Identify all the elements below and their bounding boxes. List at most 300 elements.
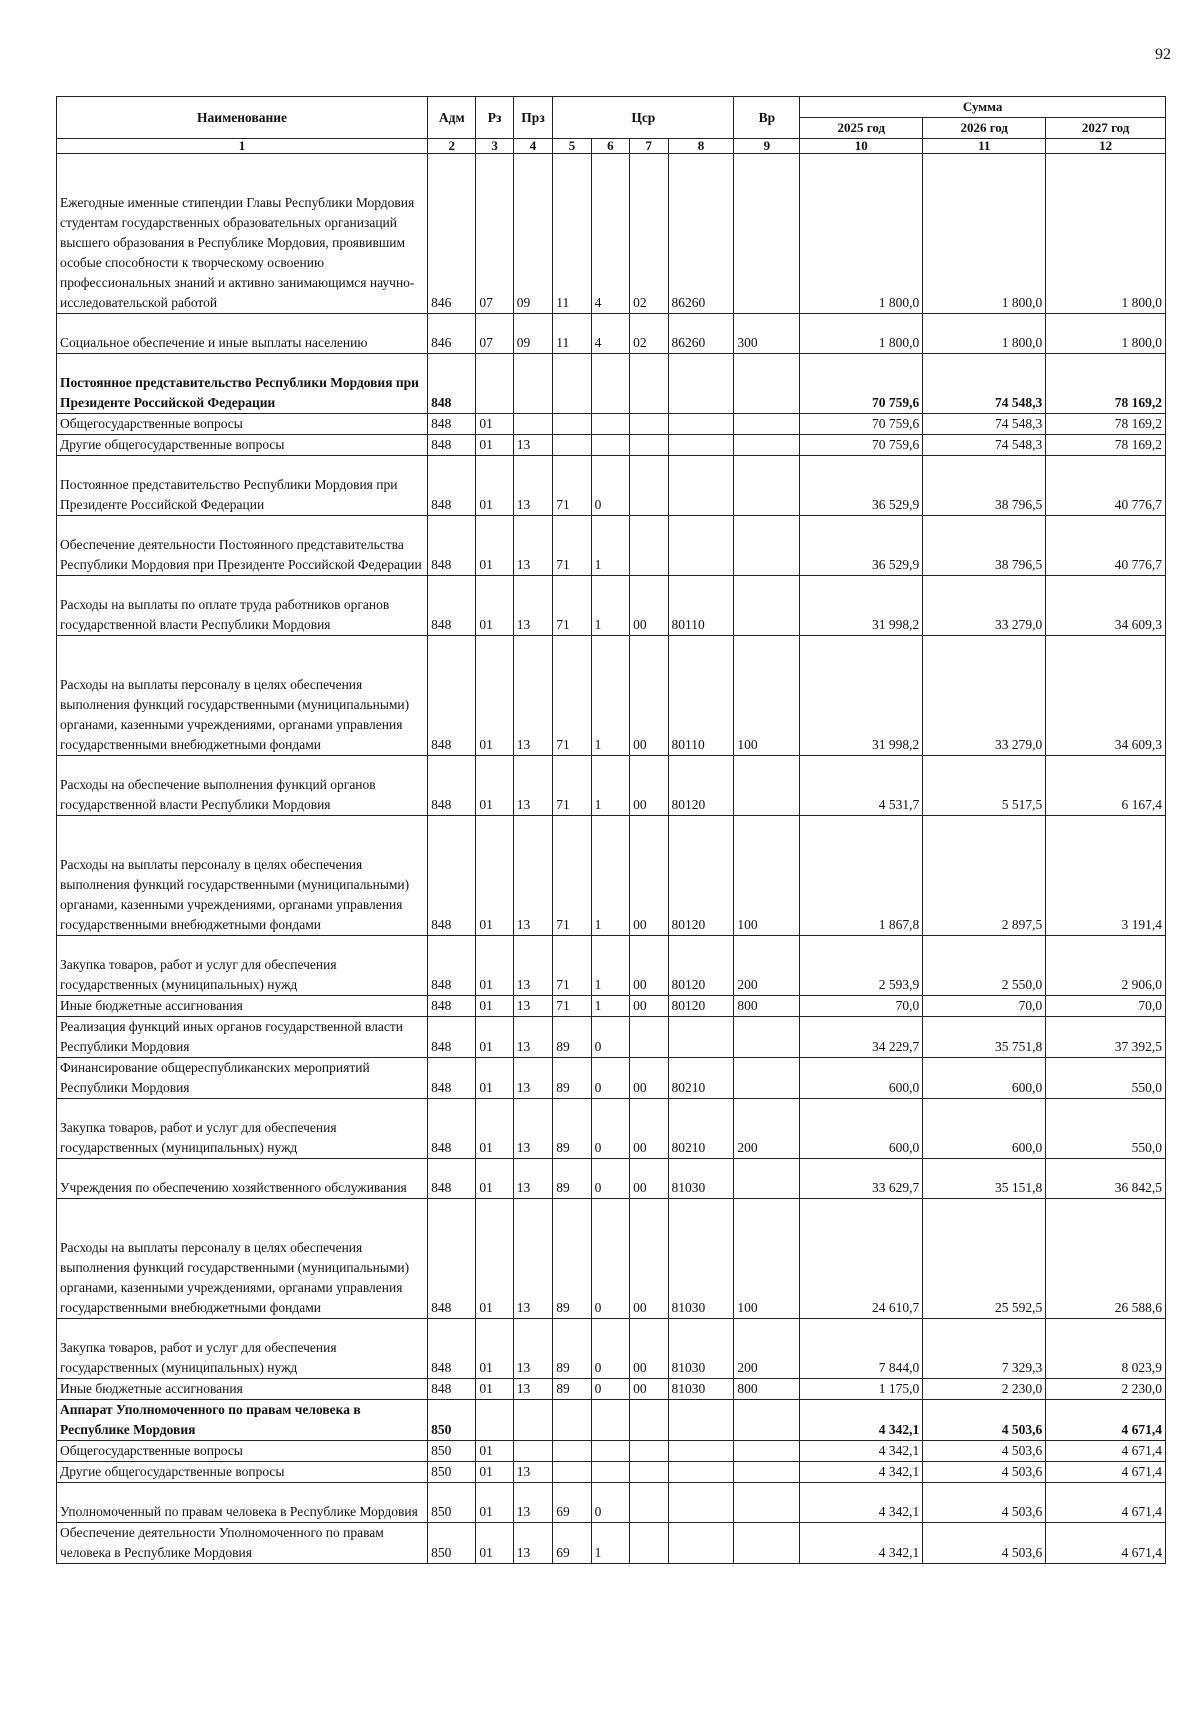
row-csr-6: 1 [591, 816, 629, 936]
row-csr-7: 00 [630, 1319, 668, 1379]
row-vr [734, 154, 800, 314]
row-sum-2027: 40 776,7 [1046, 456, 1166, 516]
header-year-2027: 2027 год [1046, 118, 1166, 139]
row-csr-8: 80110 [668, 636, 734, 756]
header-adm: Адм [428, 97, 476, 139]
table-row [57, 756, 1166, 816]
row-sum-2025: 600,0 [800, 1099, 923, 1159]
header-name: Наименование [57, 97, 428, 139]
row-vr [734, 1017, 800, 1058]
row-rz: 01 [476, 1058, 513, 1099]
row-adm: 848 [428, 1099, 476, 1159]
column-number: 12 [1046, 139, 1166, 154]
row-csr-6: 1 [591, 996, 629, 1017]
row-prz: 13 [513, 1159, 553, 1199]
row-prz [513, 1400, 553, 1441]
row-prz [513, 354, 553, 414]
row-sum-2025: 36 529,9 [800, 516, 923, 576]
row-sum-2027: 8 023,9 [1046, 1319, 1166, 1379]
row-prz: 13 [513, 1199, 553, 1319]
row-csr-5: 89 [553, 1017, 591, 1058]
row-name: Другие общегосударственные вопросы [57, 1462, 428, 1483]
row-name: Обеспечение деятельности Постоянного представительства Республики Мордовия при Президенте Российской Федерации [57, 516, 428, 576]
row-csr-7 [630, 1483, 668, 1523]
row-sum-2025: 600,0 [800, 1058, 923, 1099]
row-csr-6: 0 [591, 456, 629, 516]
row-name: Иные бюджетные ассигнования [57, 996, 428, 1017]
row-csr-7 [630, 456, 668, 516]
row-sum-2026: 74 548,3 [923, 435, 1046, 456]
row-sum-2025: 1 800,0 [800, 314, 923, 354]
row-csr-6: 0 [591, 1058, 629, 1099]
row-csr-8: 81030 [668, 1199, 734, 1319]
row-sum-2025: 24 610,7 [800, 1199, 923, 1319]
row-sum-2025: 34 229,7 [800, 1017, 923, 1058]
row-csr-5: 71 [553, 516, 591, 576]
row-csr-5 [553, 354, 591, 414]
column-number: 8 [668, 139, 734, 154]
row-csr-8 [668, 1462, 734, 1483]
row-csr-7: 00 [630, 1058, 668, 1099]
row-csr-8: 86260 [668, 314, 734, 354]
row-csr-7 [630, 414, 668, 435]
row-sum-2026: 600,0 [923, 1099, 1046, 1159]
row-sum-2025: 70 759,6 [800, 414, 923, 435]
row-sum-2026: 2 897,5 [923, 816, 1046, 936]
row-sum-2025: 1 175,0 [800, 1379, 923, 1400]
table-row [57, 314, 1166, 354]
row-prz: 09 [513, 154, 553, 314]
row-sum-2026: 5 517,5 [923, 756, 1046, 816]
table-row [57, 1099, 1166, 1159]
row-rz: 01 [476, 1159, 513, 1199]
row-sum-2025: 1 800,0 [800, 154, 923, 314]
row-sum-2026: 33 279,0 [923, 576, 1046, 636]
row-csr-8 [668, 1441, 734, 1462]
row-rz: 01 [476, 1319, 513, 1379]
table-header [57, 97, 1166, 154]
row-csr-7 [630, 1441, 668, 1462]
row-csr-8: 81030 [668, 1319, 734, 1379]
table-row [57, 456, 1166, 516]
row-rz: 01 [476, 936, 513, 996]
row-vr [734, 576, 800, 636]
row-csr-6: 0 [591, 1099, 629, 1159]
table-row [57, 1483, 1166, 1523]
row-rz: 01 [476, 756, 513, 816]
row-prz: 13 [513, 456, 553, 516]
row-adm: 848 [428, 414, 476, 435]
row-rz: 01 [476, 816, 513, 936]
row-sum-2026: 4 503,6 [923, 1400, 1046, 1441]
column-number: 5 [553, 139, 591, 154]
row-sum-2025: 4 342,1 [800, 1483, 923, 1523]
row-csr-7: 00 [630, 1159, 668, 1199]
row-csr-6: 1 [591, 636, 629, 756]
table-row [57, 1400, 1166, 1441]
row-rz: 01 [476, 636, 513, 756]
row-sum-2027: 550,0 [1046, 1058, 1166, 1099]
row-prz: 13 [513, 996, 553, 1017]
row-sum-2025: 70 759,6 [800, 354, 923, 414]
row-csr-7 [630, 354, 668, 414]
page-number: 92 [1155, 46, 1171, 63]
row-sum-2025: 4 342,1 [800, 1400, 923, 1441]
table-row [57, 154, 1166, 314]
row-adm: 848 [428, 435, 476, 456]
row-prz: 13 [513, 816, 553, 936]
header-year-2026: 2026 год [923, 118, 1046, 139]
row-sum-2027: 3 191,4 [1046, 816, 1166, 936]
row-rz: 01 [476, 435, 513, 456]
row-csr-5: 69 [553, 1483, 591, 1523]
row-vr [734, 1441, 800, 1462]
row-prz [513, 1441, 553, 1462]
table-row [57, 576, 1166, 636]
row-vr: 200 [734, 1099, 800, 1159]
row-name: Постоянное представительство Республики Мордовия при Президенте Российской Федерации [57, 456, 428, 516]
row-prz: 13 [513, 576, 553, 636]
row-prz: 13 [513, 1462, 553, 1483]
row-vr [734, 1483, 800, 1523]
table-row [57, 414, 1166, 435]
row-rz: 01 [476, 996, 513, 1017]
table-row [57, 1441, 1166, 1462]
table-row [57, 1159, 1166, 1199]
column-number: 10 [800, 139, 923, 154]
row-sum-2027: 37 392,5 [1046, 1017, 1166, 1058]
table-row [57, 1058, 1166, 1099]
row-sum-2027: 34 609,3 [1046, 636, 1166, 756]
row-adm: 848 [428, 576, 476, 636]
row-vr [734, 1400, 800, 1441]
row-prz: 13 [513, 1058, 553, 1099]
row-csr-5 [553, 1462, 591, 1483]
row-rz: 07 [476, 314, 513, 354]
row-sum-2027: 2 906,0 [1046, 936, 1166, 996]
row-prz: 13 [513, 636, 553, 756]
row-csr-7: 00 [630, 936, 668, 996]
row-csr-5 [553, 1400, 591, 1441]
row-vr [734, 1462, 800, 1483]
row-sum-2025: 4 342,1 [800, 1523, 923, 1564]
row-sum-2026: 2 550,0 [923, 936, 1046, 996]
row-csr-7: 00 [630, 1199, 668, 1319]
row-csr-7: 00 [630, 756, 668, 816]
row-adm: 848 [428, 516, 476, 576]
row-csr-8: 80120 [668, 996, 734, 1017]
row-sum-2026: 7 329,3 [923, 1319, 1046, 1379]
row-sum-2026: 33 279,0 [923, 636, 1046, 756]
row-sum-2025: 31 998,2 [800, 636, 923, 756]
row-name: Общегосударственные вопросы [57, 1441, 428, 1462]
table-row [57, 435, 1166, 456]
row-sum-2025: 4 342,1 [800, 1462, 923, 1483]
row-rz: 01 [476, 576, 513, 636]
column-number: 11 [923, 139, 1046, 154]
row-rz: 01 [476, 1379, 513, 1400]
column-number: 9 [734, 139, 800, 154]
row-csr-5: 71 [553, 756, 591, 816]
row-adm: 848 [428, 936, 476, 996]
row-vr: 800 [734, 996, 800, 1017]
row-csr-7 [630, 516, 668, 576]
row-adm: 846 [428, 314, 476, 354]
row-sum-2027: 4 671,4 [1046, 1400, 1166, 1441]
row-adm: 850 [428, 1483, 476, 1523]
row-csr-6: 0 [591, 1159, 629, 1199]
row-csr-6: 4 [591, 314, 629, 354]
row-prz [513, 414, 553, 435]
row-csr-5 [553, 1441, 591, 1462]
row-sum-2027: 2 230,0 [1046, 1379, 1166, 1400]
row-name: Расходы на обеспечение выполнения функций органов государственной власти Республики Мордовия [57, 756, 428, 816]
row-csr-6: 1 [591, 1523, 629, 1564]
row-csr-5: 71 [553, 636, 591, 756]
header-prz: Прз [513, 97, 553, 139]
row-sum-2026: 1 800,0 [923, 314, 1046, 354]
row-csr-8 [668, 1483, 734, 1523]
row-sum-2025: 70 759,6 [800, 435, 923, 456]
row-adm: 848 [428, 456, 476, 516]
row-csr-6: 1 [591, 936, 629, 996]
row-rz: 01 [476, 1462, 513, 1483]
row-csr-5: 11 [553, 314, 591, 354]
row-sum-2027: 550,0 [1046, 1099, 1166, 1159]
row-csr-5: 89 [553, 1099, 591, 1159]
row-csr-8: 81030 [668, 1159, 734, 1199]
row-vr: 800 [734, 1379, 800, 1400]
row-name: Расходы на выплаты по оплате труда работников органов государственной власти Республики Мордовия [57, 576, 428, 636]
row-csr-5 [553, 414, 591, 435]
row-rz: 01 [476, 1483, 513, 1523]
column-number: 2 [428, 139, 476, 154]
row-csr-6: 1 [591, 576, 629, 636]
row-adm: 846 [428, 154, 476, 314]
row-name: Общегосударственные вопросы [57, 414, 428, 435]
row-sum-2027: 26 588,6 [1046, 1199, 1166, 1319]
row-csr-5: 71 [553, 456, 591, 516]
row-vr: 200 [734, 936, 800, 996]
row-csr-5: 89 [553, 1319, 591, 1379]
row-name: Финансирование общереспубликанских мероприятий Республики Мордовия [57, 1058, 428, 1099]
row-name: Учреждения по обеспечению хозяйственного обслуживания [57, 1159, 428, 1199]
row-rz [476, 1400, 513, 1441]
row-csr-8: 80120 [668, 756, 734, 816]
row-adm: 848 [428, 1017, 476, 1058]
row-csr-5: 71 [553, 936, 591, 996]
row-name: Иные бюджетные ассигнования [57, 1379, 428, 1400]
row-csr-7 [630, 1462, 668, 1483]
row-sum-2025: 4 342,1 [800, 1441, 923, 1462]
row-name: Ежегодные именные стипендии Главы Республики Мордовия студентам государственных образовательных организаций высшего образования в Республике Мордовия, проявившим особые способности к творческому освоению профессиональных знаний и активно занимающимся научно-исследовательской работой [57, 154, 428, 314]
row-rz: 01 [476, 456, 513, 516]
row-csr-6 [591, 1400, 629, 1441]
row-sum-2027: 78 169,2 [1046, 435, 1166, 456]
row-sum-2026: 4 503,6 [923, 1462, 1046, 1483]
row-csr-7: 00 [630, 1379, 668, 1400]
row-vr: 100 [734, 816, 800, 936]
table-row [57, 996, 1166, 1017]
row-sum-2027: 78 169,2 [1046, 354, 1166, 414]
row-name: Другие общегосударственные вопросы [57, 435, 428, 456]
row-adm: 848 [428, 636, 476, 756]
row-sum-2027: 36 842,5 [1046, 1159, 1166, 1199]
row-csr-5: 71 [553, 576, 591, 636]
header-csr: Цср [553, 97, 734, 139]
row-sum-2026: 38 796,5 [923, 516, 1046, 576]
row-sum-2027: 4 671,4 [1046, 1523, 1166, 1564]
row-adm: 850 [428, 1523, 476, 1564]
row-rz: 01 [476, 516, 513, 576]
row-vr [734, 1523, 800, 1564]
header-year-2025: 2025 год [800, 118, 923, 139]
column-number: 7 [630, 139, 668, 154]
row-sum-2027: 1 800,0 [1046, 314, 1166, 354]
row-csr-8: 86260 [668, 154, 734, 314]
row-sum-2026: 4 503,6 [923, 1483, 1046, 1523]
row-sum-2027: 1 800,0 [1046, 154, 1166, 314]
row-sum-2025: 31 998,2 [800, 576, 923, 636]
row-vr [734, 1058, 800, 1099]
row-csr-6 [591, 435, 629, 456]
row-csr-7 [630, 1523, 668, 1564]
column-number: 1 [57, 139, 428, 154]
table-row [57, 1319, 1166, 1379]
row-csr-6: 0 [591, 1319, 629, 1379]
row-csr-5: 71 [553, 816, 591, 936]
header-sum: Сумма [800, 97, 1166, 118]
row-rz: 07 [476, 154, 513, 314]
row-csr-8: 81030 [668, 1379, 734, 1400]
row-adm: 848 [428, 996, 476, 1017]
row-csr-8: 80120 [668, 816, 734, 936]
table-row [57, 1199, 1166, 1319]
row-sum-2027: 6 167,4 [1046, 756, 1166, 816]
row-sum-2027: 4 671,4 [1046, 1483, 1166, 1523]
row-prz: 13 [513, 1099, 553, 1159]
row-sum-2026: 4 503,6 [923, 1523, 1046, 1564]
row-csr-7: 02 [630, 154, 668, 314]
row-name: Постоянное представительство Республики Мордовия при Президенте Российской Федерации [57, 354, 428, 414]
row-csr-7 [630, 1017, 668, 1058]
row-sum-2025: 4 531,7 [800, 756, 923, 816]
column-number: 3 [476, 139, 513, 154]
row-csr-5 [553, 435, 591, 456]
row-csr-7: 00 [630, 576, 668, 636]
row-csr-5: 89 [553, 1058, 591, 1099]
row-sum-2027: 78 169,2 [1046, 414, 1166, 435]
row-csr-8 [668, 354, 734, 414]
row-csr-6: 4 [591, 154, 629, 314]
row-name: Закупка товаров, работ и услуг для обеспечения государственных (муниципальных) нужд [57, 936, 428, 996]
row-adm: 848 [428, 756, 476, 816]
table-row [57, 1379, 1166, 1400]
row-sum-2027: 70,0 [1046, 996, 1166, 1017]
row-csr-8 [668, 1400, 734, 1441]
row-sum-2026: 2 230,0 [923, 1379, 1046, 1400]
row-csr-7 [630, 1400, 668, 1441]
row-adm: 848 [428, 354, 476, 414]
row-sum-2025: 2 593,9 [800, 936, 923, 996]
table-row [57, 636, 1166, 756]
row-csr-5: 11 [553, 154, 591, 314]
row-rz: 01 [476, 1017, 513, 1058]
column-number: 4 [513, 139, 553, 154]
row-vr [734, 456, 800, 516]
row-sum-2025: 36 529,9 [800, 456, 923, 516]
row-name: Социальное обеспечение и иные выплаты населению [57, 314, 428, 354]
row-prz: 13 [513, 936, 553, 996]
row-csr-8: 80110 [668, 576, 734, 636]
row-adm: 850 [428, 1441, 476, 1462]
row-vr [734, 354, 800, 414]
row-vr [734, 516, 800, 576]
row-rz [476, 354, 513, 414]
row-vr: 100 [734, 1199, 800, 1319]
row-vr [734, 756, 800, 816]
row-sum-2026: 4 503,6 [923, 1441, 1046, 1462]
row-csr-6: 0 [591, 1379, 629, 1400]
row-sum-2027: 4 671,4 [1046, 1462, 1166, 1483]
row-vr: 300 [734, 314, 800, 354]
row-csr-5: 89 [553, 1159, 591, 1199]
row-name: Расходы на выплаты персоналу в целях обеспечения выполнения функций государственными (муниципальными) органами, казенными учреждениями, органами управления государственными внебюджетными фондами [57, 636, 428, 756]
row-csr-8 [668, 435, 734, 456]
row-sum-2026: 35 151,8 [923, 1159, 1046, 1199]
row-name: Обеспечение деятельности Уполномоченного по правам человека в Республике Мордовия [57, 1523, 428, 1564]
row-csr-8 [668, 1523, 734, 1564]
row-rz: 01 [476, 1099, 513, 1159]
row-prz: 13 [513, 516, 553, 576]
row-sum-2026: 38 796,5 [923, 456, 1046, 516]
row-adm: 848 [428, 1159, 476, 1199]
table-row [57, 1523, 1166, 1564]
row-adm: 848 [428, 1058, 476, 1099]
row-sum-2026: 600,0 [923, 1058, 1046, 1099]
row-csr-6 [591, 354, 629, 414]
row-sum-2026: 74 548,3 [923, 354, 1046, 414]
header-vr: Вр [734, 97, 800, 139]
row-csr-7 [630, 435, 668, 456]
row-adm: 850 [428, 1400, 476, 1441]
row-prz: 09 [513, 314, 553, 354]
row-csr-6: 0 [591, 1199, 629, 1319]
row-vr: 100 [734, 636, 800, 756]
row-sum-2026: 1 800,0 [923, 154, 1046, 314]
row-csr-6 [591, 1462, 629, 1483]
row-csr-5: 71 [553, 996, 591, 1017]
row-vr [734, 414, 800, 435]
row-vr [734, 1159, 800, 1199]
row-csr-5: 89 [553, 1199, 591, 1319]
table-row [57, 1462, 1166, 1483]
row-csr-5: 69 [553, 1523, 591, 1564]
row-vr [734, 435, 800, 456]
budget-table [56, 96, 1166, 1564]
row-vr: 200 [734, 1319, 800, 1379]
row-sum-2026: 25 592,5 [923, 1199, 1046, 1319]
row-prz: 13 [513, 1483, 553, 1523]
row-csr-5: 89 [553, 1379, 591, 1400]
row-adm: 848 [428, 1379, 476, 1400]
row-sum-2025: 7 844,0 [800, 1319, 923, 1379]
row-csr-7: 00 [630, 636, 668, 756]
row-name: Реализация функций иных органов государственной власти Республики Мордовия [57, 1017, 428, 1058]
row-prz: 13 [513, 1319, 553, 1379]
table-row [57, 1017, 1166, 1058]
row-prz: 13 [513, 1017, 553, 1058]
